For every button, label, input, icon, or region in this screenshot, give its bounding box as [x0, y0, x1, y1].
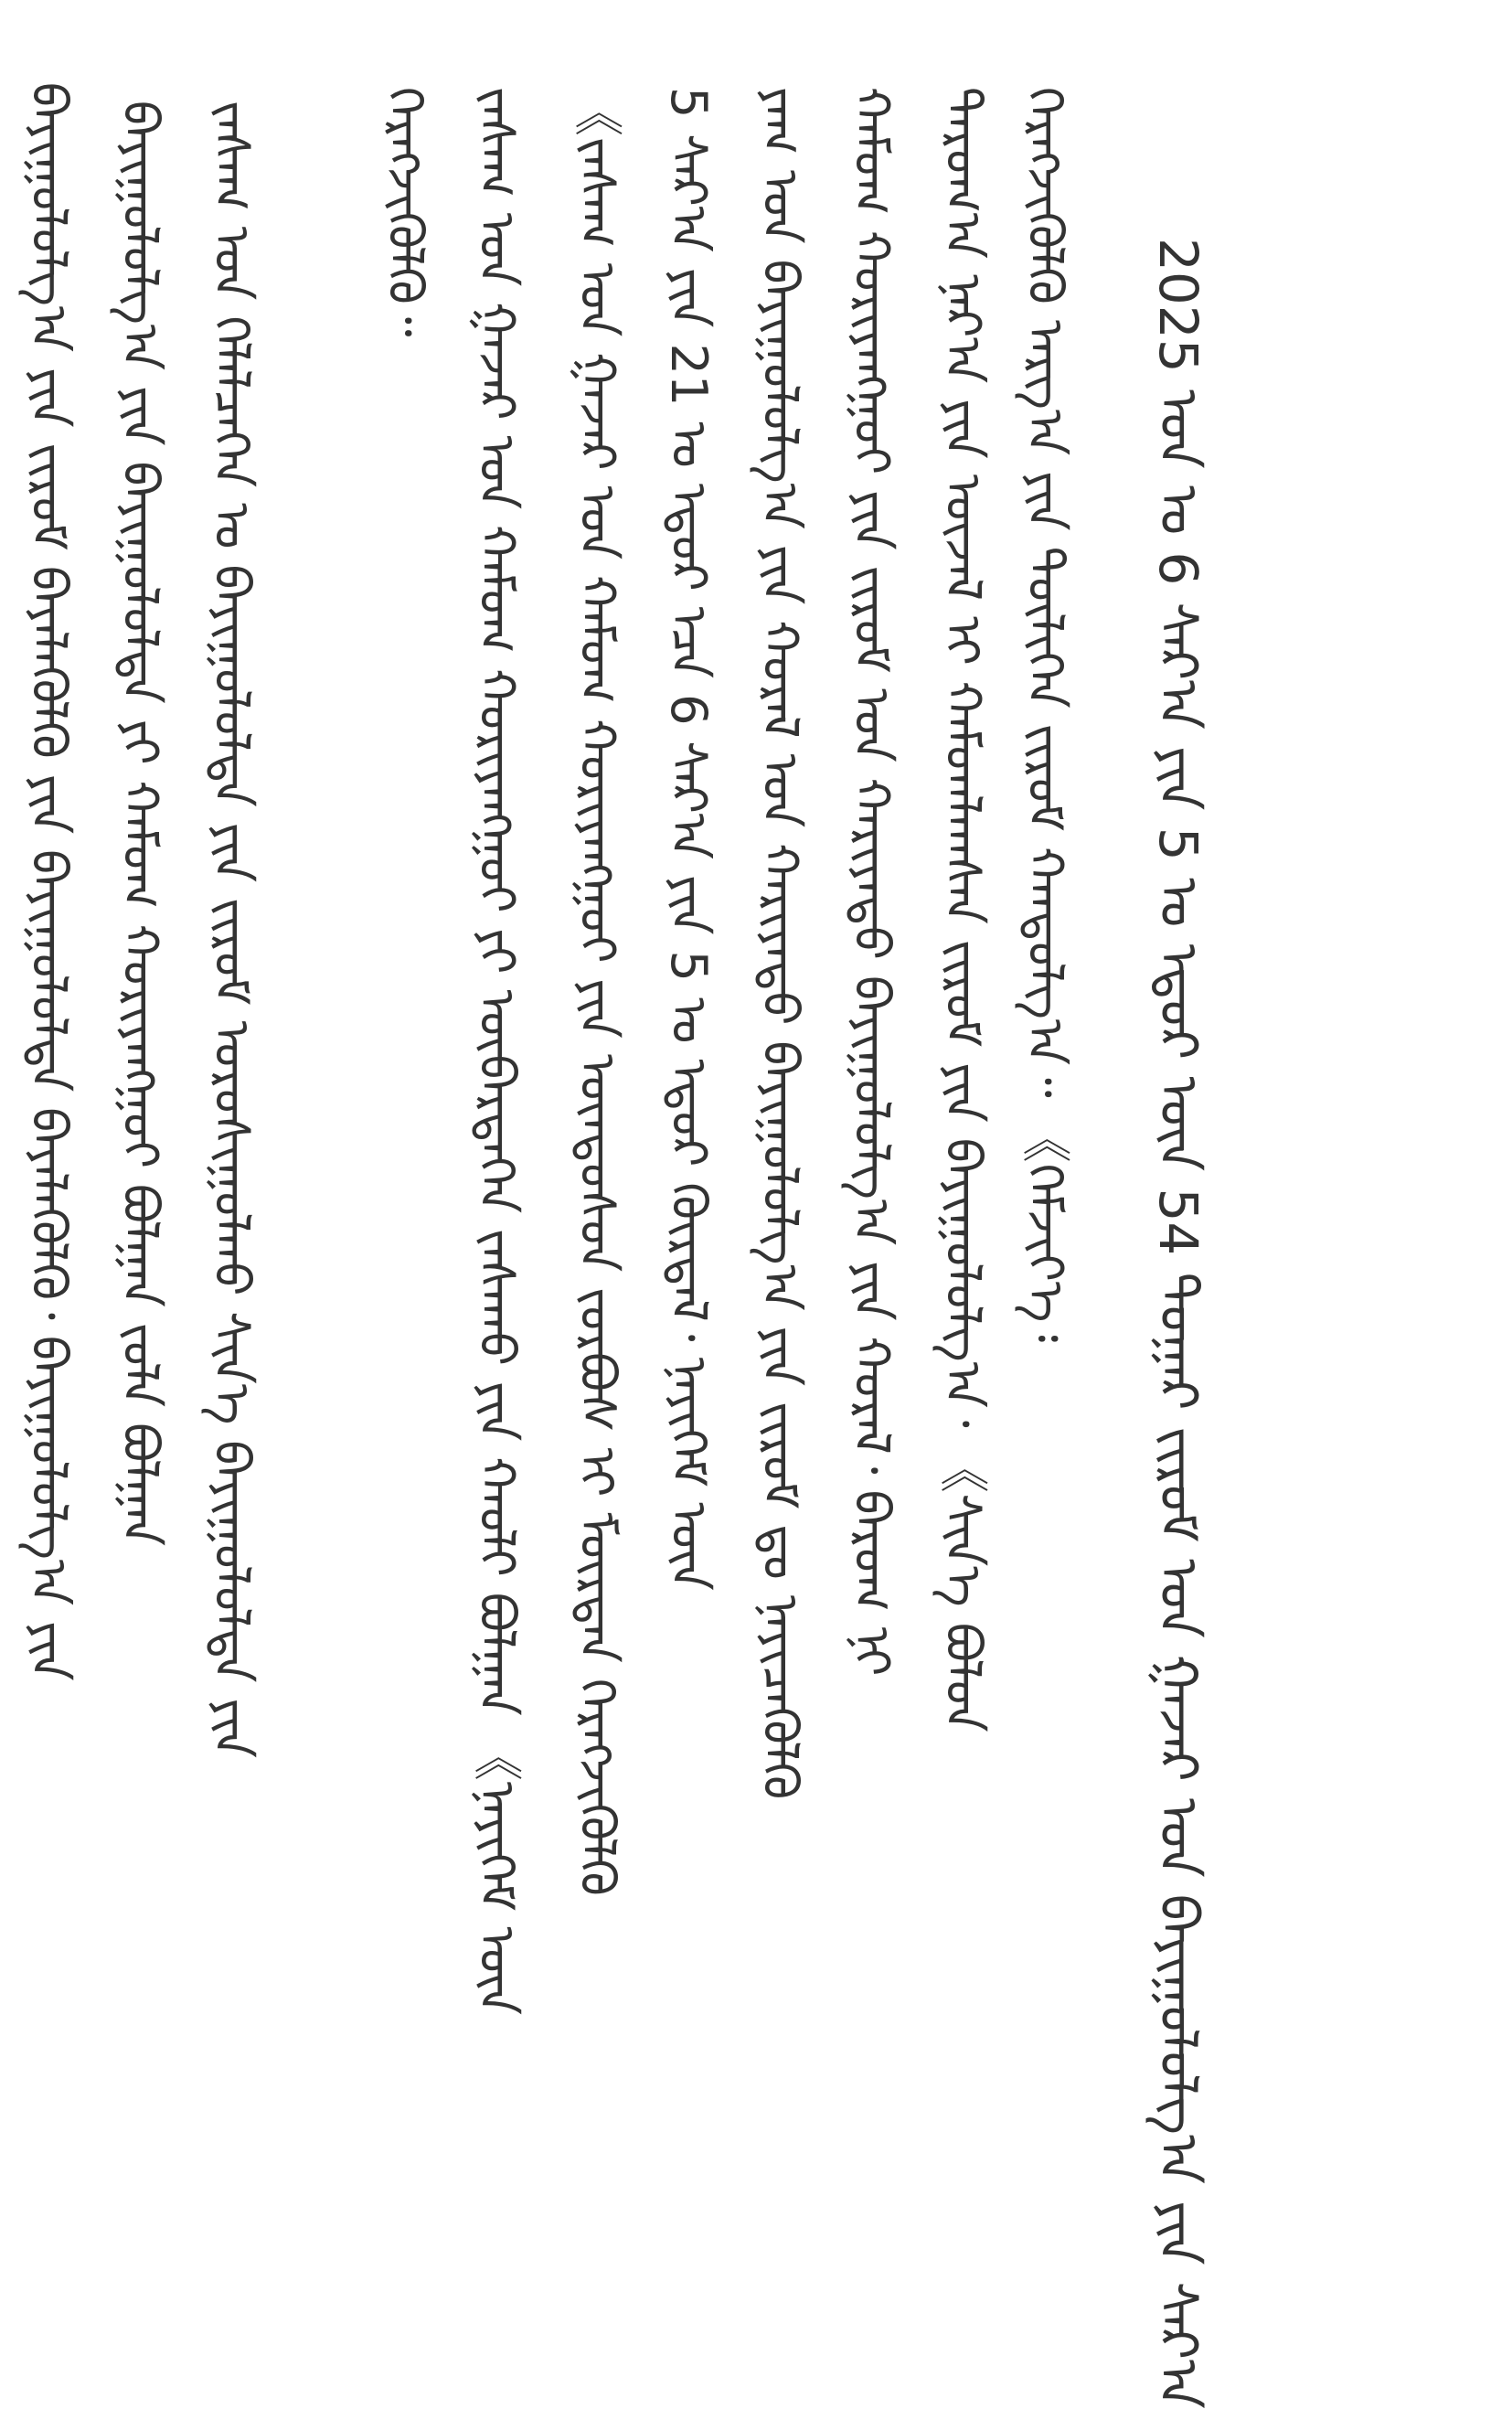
text-line-4: ᠬᠡᠷᠡᠭᠵᠢᠭᠦᠯᠬᠦ᠃: [377, 87, 434, 337]
text-line-3: ᠵᠠᠰᠠᠭ ᠤᠨ ᠬᠡᠯᠡᠯᠴᠡᠭᠡᠨ ᠤ ᠪᠠᠶᠢᠭᠤᠯᠤᠯᠲᠠ ᠶᠢᠨ ᠵᠢᠷᠤᠮ ᠤᠷᠤᠰᠢᠭᠤᠯᠬᠤ ᠰᠢᠨ᠎ᠡ ᠪᠠᠶᠢᠭᠤᠯᠤᠯᠲᠠ ᠶᠢᠨ: [203, 101, 261, 1758]
text-line-1: ᠪᠠᠶᠢᠭᠤᠯᠤᠯᠭ᠎ᠠ ᠶᠢᠨ ᠵᠢᠷᠤᠮ ᠪᠡᠶᠡᠯᠡᠭᠦᠯᠬᠦ ᠶᠢᠨ ᠪᠠᠶᠢᠭᠤᠯᠤᠯᠲᠠ ᠪᠡᠶᠡᠯᠡᠭᠦᠯᠬᠦ᠂ ᠪᠠᠶᠢᠭᠤᠯᠤᠯᠭ᠎ᠠ ᠶᠢᠨ: [20, 82, 78, 1681]
text-line-7: 5 ᠰᠠᠷ᠎ᠠ ᠶᠢᠨ 21 ᠤ ᠡᠳᠦᠷ ᠡᠴᠡ 6 ᠰᠠᠷ᠎ᠠ ᠶᠢᠨ 5 ᠤ ᠡᠳᠦᠷ ᠬᠦᠷᠲᠡᠯ᠂ ᠨᠡᠶᠢᠭᠡᠮ ᠦᠨ: [660, 87, 718, 1591]
text-line-2: ᠪᠠᠶᠢᠭᠤᠯᠤᠯᠭ᠎ᠠ ᠶᠢᠨ ᠪᠠᠶᠢᠭᠤᠯᠤᠯᠲᠠ ᠶᠢ ᠬᠠᠮᠤᠭ ᠬᠤᠷᠢᠶᠠᠩᠭᠤᠢ ᠪᠣᠯᠭᠠᠨ ᠵᠤᠯᠠ ᠪᠣᠯᠭᠠᠨ: [112, 101, 169, 1547]
date-line: 2025 ᠣᠨ ᠤ 6 ᠰᠠᠷ᠎ᠠ ᠶᠢᠨ 5 ᠤ ᠡᠳᠦᠷ ᠦᠨ 54 ᠳᠤᠭᠠᠷ ᠵᠢᠷᠤᠮ ᠤᠨ ᠭᠠᠵᠠᠷ ᠤᠨ ᠪᠠᠶᠢᠭᠤᠯᠤᠯᠭ᠎ᠠ ᠶᠢᠨ ᠰᠠᠷ᠎ᠠ: [1147, 238, 1209, 2409]
text-line-6: 《ᠵᠠᠰᠠᠭ ᠤᠨ ᠭᠠᠵᠠᠷ ᠤᠨ ᠬᠠᠮᠤᠭ ᠬᠤᠷᠢᠶᠠᠩᠭᠤᠢ ᠶᠢᠨ ᠦᠨᠳᠦᠰᠦᠨ ᠵᠤᠷᠪᠤᠰ ᠢ ᠮᠥᠷᠳᠡᠨ ᠬᠡᠷᠡᠭᠵᠢᠭᠦᠯᠬᠦ: [569, 87, 626, 1896]
text-line-10: ᠳᠠᠷᠤᠭ᠎ᠠ ᠨᠠᠷ᠎ᠠ ᠶᠢᠨ ᠦᠵᠡᠯ ᠢ ᠬᠠᠮᠤᠭᠯᠠᠭᠰᠠᠨ ᠵᠢᠷᠤᠮ ᠶᠢᠨ ᠪᠠᠶᠢᠭᠤᠯᠤᠯᠭ᠎ᠠ᠂ 《ᠰᠢᠨ᠎ᠡ ᠪᠣᠯᠤᠨ: [934, 87, 992, 1732]
text-line-11: ᠬᠡᠷᠡᠭᠵᠢᠭᠦᠯᠬᠦ ᠠᠷᠭ᠎ᠠ ᠶᠢᠨ ᠲᠦᠯᠢᠭᠡᠨ ᠵᠢᠷᠤᠮ ᠬᠠᠨᠳᠤᠯᠭ᠎ᠠ᠃ 《ᠬᠡᠮᠵᠢᠶ᠎ᠡ᠄: [1017, 87, 1074, 1343]
text-line-8: ᠶᠠᠭ ᠤᠨ ᠪᠠᠶᠢᠭᠤᠯᠤᠯᠭ᠎ᠠ ᠶᠢᠨ ᠬᠤᠷᠠᠯ ᠤᠨ ᠬᠠᠷᠢᠶᠠᠲᠤ ᠪᠠᠶᠢᠭᠤᠯᠤᠯᠭ᠎ᠠ ᠶᠢᠨ ᠵᠢᠷᠤᠮ ᠳᠤ ᠨᠡᠶᠢᠴᠡᠭᠦᠯᠬᠦ: [751, 87, 809, 1800]
text-line-5: ᠵᠠᠰᠠᠭ ᠤᠨ ᠭᠠᠵᠠᠷ ᠤᠨ ᠬᠠᠮᠤᠭ ᠬᠤᠷᠢᠶᠠᠩᠭᠤᠢ ᠶᠢ ᠦᠪᠡᠷᠲᠡᠭᠡᠨ ᠵᠠᠰᠠᠬᠤ ᠶᠢᠨ ᠬᠠᠤᠯᠢ ᠪᠣᠯᠭᠠᠨ 《ᠨᠡᠶᠢᠭᠡᠮ ᠦᠨ: [468, 87, 526, 2015]
text-line-9: ᠬᠠᠮᠤᠭ ᠬᠤᠷᠢᠶᠠᠩᠭᠤᠢ ᠶᠢᠨ ᠵᠢᠷᠤᠮ ᠤᠨ ᠬᠠᠷᠢᠶᠠᠲᠤ ᠪᠠᠶᠢᠭᠤᠯᠤᠯᠭ᠎ᠠ ᠶᠢᠨ ᠬᠤᠷᠠᠯ᠂ ᠪᠠᠷᠤᠭ ᠨᠢ: [843, 87, 900, 1677]
